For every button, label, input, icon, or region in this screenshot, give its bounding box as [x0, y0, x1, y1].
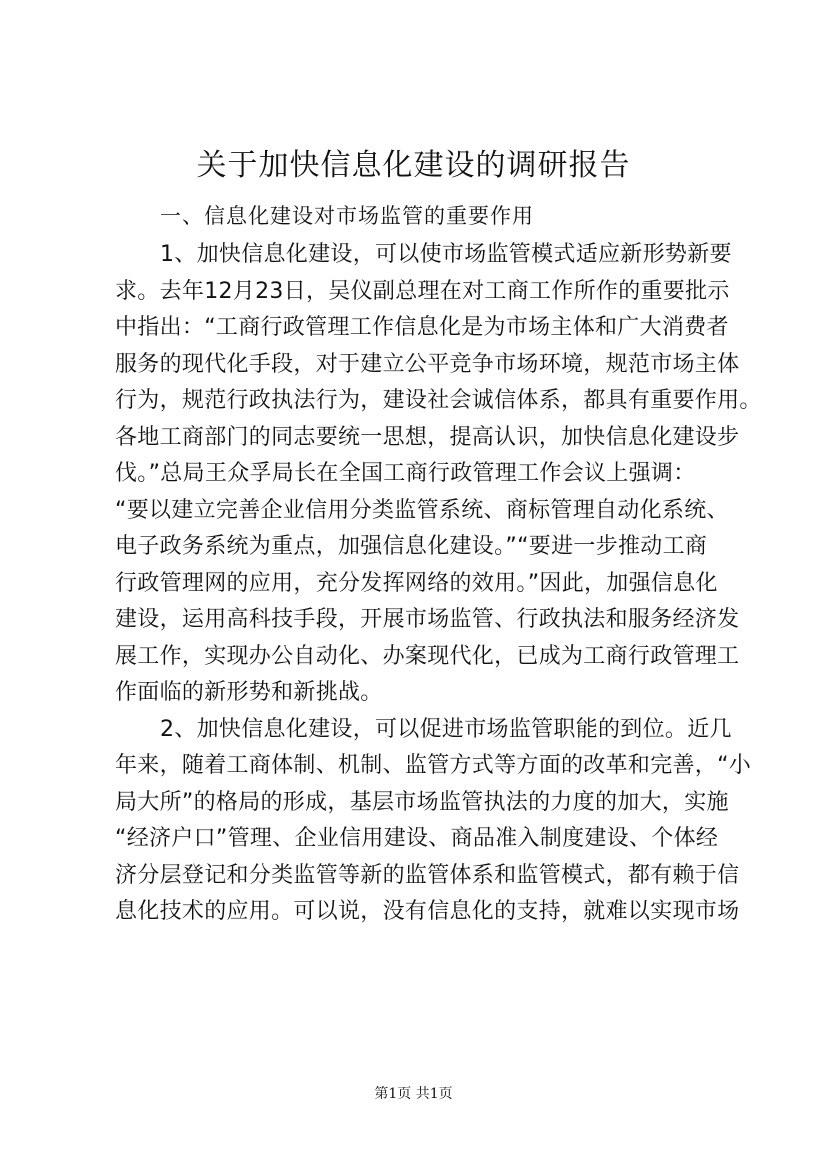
paragraph-line: 各地工商部门的同志要统一思想，提高认识，加快信息化建设步	[115, 424, 740, 450]
paragraph-line: 服务的现代化手段，对于建立公平竞争市场环境，规范市场主体	[115, 351, 740, 377]
paragraph-line: 2、加快信息化建设，可以促进市场监管职能的到位。近几	[160, 716, 732, 742]
paragraph-line: “经济户口”管理、企业信用建设、商品准入制度建设、个体经	[115, 826, 719, 851]
paragraph-line: 行政管理网的应用，充分发挥网络的效用。”因此，加强信息化	[115, 570, 718, 596]
paragraph-line: 息化技术的应用。可以说，没有信息化的支持，就难以实现市场	[115, 899, 740, 924]
paragraph-line: 济分层登记和分类监管等新的监管体系和监管模式，都有赖于信	[115, 862, 740, 888]
section-heading: 一、信息化建设对市场监管的重要作用	[160, 204, 534, 228]
paragraph-line: 1、加快信息化建设，可以使市场监管模式适应新形势新要	[160, 242, 732, 267]
paragraph-line: 展工作，实现办公自动化、办案现代化，已成为工商行政管理工	[115, 643, 740, 669]
paragraph-line: 伐。”总局王众孚局长在全国工商行政管理工作会议上强调：	[115, 461, 696, 486]
paragraph-line: 年来，随着工商体制、机制、监管方式等方面的改革和完善，“小	[115, 753, 752, 778]
paragraph-line: 电子政务系统为重点，加强信息化建设。”“要进一步推动工商	[115, 534, 708, 559]
paragraph-line: 行为，规范行政执法行为，建设社会诚信体系，都具有重要作用。	[115, 388, 762, 413]
paragraph-line: 建设，运用高科技手段，开展市场监管、行政执法和服务经济发	[115, 607, 740, 632]
paragraph-line: “要以建立完善企业信用分类监管系统、商标管理自动化系统、	[115, 497, 729, 523]
paragraph-line: 局大所”的格局的形成，基层市场监管执法的力度的加大，实施	[115, 789, 729, 815]
paragraph-line: 求。去年12月23日，吴仪副总理在对工商工作所作的重要批示	[115, 278, 730, 304]
paragraph-line: 作面临的新形势和新挑战。	[115, 680, 383, 705]
paragraph-line: 中指出：“工商行政管理工作信息化是为市场主体和广大消费者	[115, 315, 729, 340]
document-title: 关于加快信息化建设的调研报告	[196, 148, 631, 183]
page-number: 第1页 共1页	[374, 1086, 453, 1102]
body-text	[115, 237, 762, 931]
